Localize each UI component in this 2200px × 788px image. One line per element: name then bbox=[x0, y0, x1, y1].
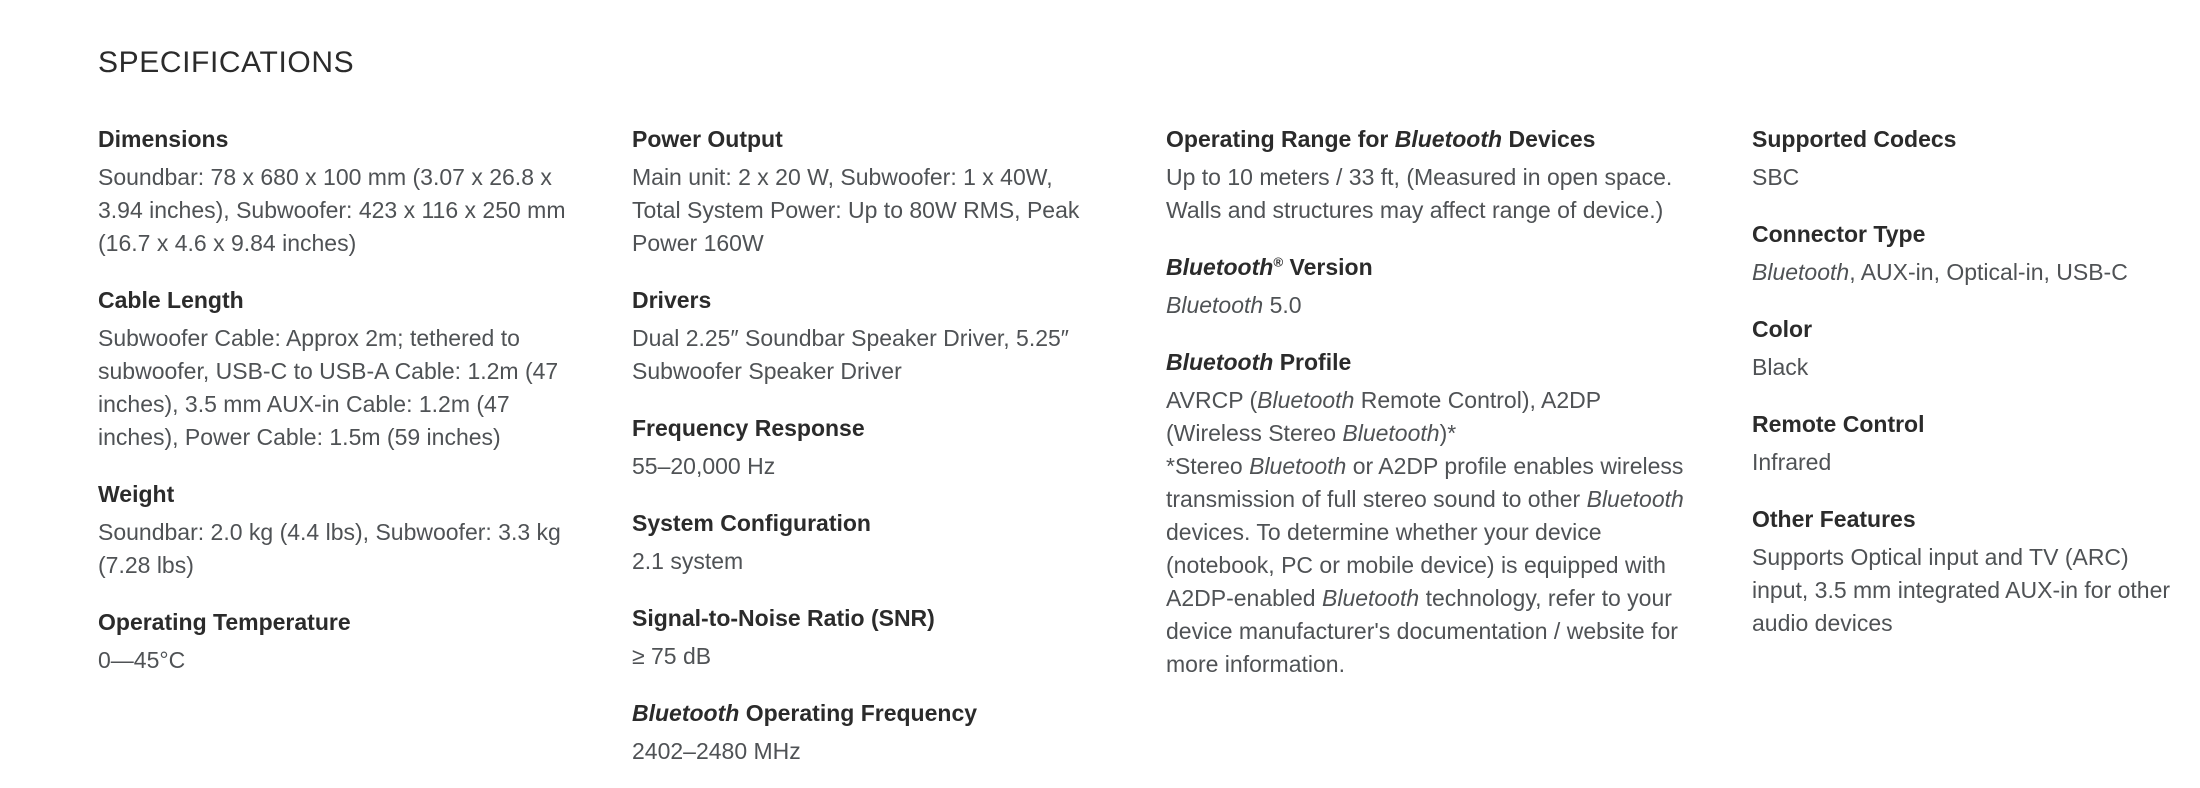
spec-section-signal-to-noise-ratio-snr bbox=[632, 604, 1100, 673]
spec-label-bluetooth-version bbox=[1166, 253, 1686, 281]
text-segment: Cable Length bbox=[98, 287, 244, 313]
spec-column-4 bbox=[1752, 125, 2172, 666]
spec-label-signal-to-noise-ratio-snr bbox=[632, 604, 1100, 632]
text-segment: 0—45°C bbox=[98, 647, 186, 673]
spec-value-remote-control bbox=[1752, 446, 2172, 479]
spec-label-weight bbox=[98, 480, 566, 508]
text-segment: 2.1 system bbox=[632, 548, 744, 574]
spec-label-dimensions bbox=[98, 125, 566, 153]
spec-value-power-output bbox=[632, 161, 1100, 260]
italic-text: Bluetooth bbox=[1166, 349, 1274, 375]
text-segment: SBC bbox=[1752, 164, 1800, 190]
text-segment: )* bbox=[1439, 420, 1457, 446]
spec-value-system-configuration bbox=[632, 545, 1100, 578]
italic-text: Bluetooth bbox=[632, 700, 740, 726]
spec-value-operating-temperature bbox=[98, 644, 566, 677]
text-segment: Remote Control), A2DP (Wireless Stereo bbox=[1166, 387, 1601, 446]
spec-label-color bbox=[1752, 315, 2172, 343]
text-segment: Frequency Response bbox=[632, 415, 865, 441]
text-segment: 5.0 bbox=[1263, 292, 1302, 318]
text-segment: Remote Control bbox=[1752, 411, 1925, 437]
spec-value-bluetooth-profile bbox=[1166, 384, 1686, 681]
spec-section-bluetooth-profile bbox=[1166, 348, 1686, 681]
spec-label-cable-length bbox=[98, 286, 566, 314]
spec-value-frequency-response bbox=[632, 450, 1100, 483]
text-segment: Black bbox=[1752, 354, 1809, 380]
spec-section-frequency-response bbox=[632, 414, 1100, 483]
text-segment: Power Output bbox=[632, 126, 783, 152]
text-segment: Soundbar: 2.0 kg (4.4 lbs), Subwoofer: 3.3 kg (7.28 lbs) bbox=[98, 519, 561, 578]
text-segment: Subwoofer Cable: Approx 2m; tethered to subwoofer, USB-C to USB-A Cable: 1.2m (47 inches), 3.5 mm AUX-in Cable: 1.2m (47 inches), Power Cable: 1.5m (59 inches) bbox=[98, 325, 559, 450]
spec-value-color bbox=[1752, 351, 2172, 384]
spec-label-power-output bbox=[632, 125, 1100, 153]
italic-text: Bluetooth bbox=[1342, 420, 1440, 446]
italic-text: Bluetooth bbox=[1257, 387, 1355, 413]
text-segment: Operating Frequency bbox=[739, 700, 978, 726]
spec-section-bluetooth-operating-frequency bbox=[632, 699, 1100, 768]
text-segment: Drivers bbox=[632, 287, 712, 313]
spec-value-bluetooth-version bbox=[1166, 289, 1686, 322]
italic-text: Bluetooth bbox=[1166, 254, 1274, 280]
text-segment: Main unit: 2 x 20 W, Subwoofer: 1 x 40W, Total System Power: Up to 80W RMS, Peak Power 160W bbox=[632, 164, 1080, 256]
spec-label-drivers bbox=[632, 286, 1100, 314]
spec-label-operating-range-for-bluetooth-devices bbox=[1166, 125, 1686, 153]
text-segment: *Stereo bbox=[1166, 453, 1250, 479]
spec-section-operating-temperature bbox=[98, 608, 566, 677]
text-segment: ≥ 75 dB bbox=[632, 643, 712, 669]
spec-label-remote-control bbox=[1752, 410, 2172, 438]
spec-label-supported-codecs bbox=[1752, 125, 2172, 153]
spec-section-weight bbox=[98, 480, 566, 582]
text-segment: or A2DP profile enables wireless transmission of full stereo sound to other bbox=[1166, 453, 1684, 512]
spec-section-drivers bbox=[632, 286, 1100, 388]
spec-section-other-features bbox=[1752, 505, 2172, 640]
spec-column-3 bbox=[1166, 125, 1686, 707]
italic-text: Bluetooth bbox=[1322, 585, 1420, 611]
italic-text: Bluetooth bbox=[1166, 292, 1264, 318]
text-segment: Signal-to-Noise Ratio (SNR) bbox=[632, 605, 935, 631]
spec-value-bluetooth-operating-frequency bbox=[632, 735, 1100, 768]
spec-section-bluetooth-version bbox=[1166, 253, 1686, 322]
italic-text: Bluetooth bbox=[1394, 126, 1503, 152]
text-segment: Version bbox=[1283, 254, 1373, 280]
spec-value-connector-type bbox=[1752, 256, 2172, 289]
text-segment: , AUX-in, Optical-in, USB-C bbox=[1849, 259, 2128, 285]
spec-value-operating-range-for-bluetooth-devices bbox=[1166, 161, 1686, 227]
text-segment: Devices bbox=[1502, 126, 1596, 152]
spec-section-power-output bbox=[632, 125, 1100, 260]
spec-column-1 bbox=[98, 125, 566, 703]
spec-section-dimensions bbox=[98, 125, 566, 260]
registered-mark: ® bbox=[1273, 254, 1284, 270]
text-segment: Connector Type bbox=[1752, 221, 1926, 247]
spec-column-2 bbox=[632, 125, 1100, 788]
italic-text: Bluetooth bbox=[1752, 259, 1850, 285]
text-segment: Up to 10 meters / 33 ft, (Measured in open space. Walls and structures may affect range of device.) bbox=[1166, 164, 1673, 223]
spec-section-remote-control bbox=[1752, 410, 2172, 479]
spec-value-drivers bbox=[632, 322, 1100, 388]
spec-label-bluetooth-operating-frequency bbox=[632, 699, 1100, 727]
text-segment: Profile bbox=[1273, 349, 1352, 375]
spec-value-cable-length bbox=[98, 322, 566, 454]
spec-label-other-features bbox=[1752, 505, 2172, 533]
specs-grid bbox=[98, 125, 2171, 788]
spec-section-cable-length bbox=[98, 286, 566, 454]
spec-section-connector-type bbox=[1752, 220, 2172, 289]
spec-value-other-features bbox=[1752, 541, 2172, 640]
spec-section-color bbox=[1752, 315, 2172, 384]
spec-label-operating-temperature bbox=[98, 608, 566, 636]
text-segment: 2402–2480 MHz bbox=[632, 738, 801, 764]
text-segment: devices. To determine whether your device (notebook, PC or mobile device) is equipped with A2DP-enabled bbox=[1166, 519, 1666, 611]
spec-section-operating-range-for-bluetooth-devices bbox=[1166, 125, 1686, 227]
text-segment: Other Features bbox=[1752, 506, 1916, 532]
text-segment: technology, refer to your device manufacturer's documentation / website for more information. bbox=[1166, 585, 1678, 677]
text-segment: Infrared bbox=[1752, 449, 1832, 475]
text-segment: Weight bbox=[98, 481, 175, 507]
italic-text: Bluetooth bbox=[1586, 486, 1684, 512]
text-segment: Dimensions bbox=[98, 126, 229, 152]
text-segment: 55–20,000 Hz bbox=[632, 453, 776, 479]
spec-label-bluetooth-profile bbox=[1166, 348, 1686, 376]
text-segment: Soundbar: 78 x 680 x 100 mm (3.07 x 26.8 x 3.94 inches), Subwoofer: 423 x 116 x 250 mm (16.7 x 4.6 x 9.84 inches) bbox=[98, 164, 566, 256]
spec-value-supported-codecs bbox=[1752, 161, 2172, 194]
spec-label-connector-type bbox=[1752, 220, 2172, 248]
spec-label-system-configuration bbox=[632, 509, 1100, 537]
text-segment: Operating Range for bbox=[1166, 126, 1395, 152]
spec-section-supported-codecs bbox=[1752, 125, 2172, 194]
italic-text: Bluetooth bbox=[1249, 453, 1347, 479]
text-segment: AVRCP ( bbox=[1166, 387, 1258, 413]
text-segment: Operating Temperature bbox=[98, 609, 351, 635]
page-title: SPECIFICATIONS bbox=[98, 46, 355, 79]
spec-section-system-configuration bbox=[632, 509, 1100, 578]
spec-value-signal-to-noise-ratio-snr bbox=[632, 640, 1100, 673]
text-segment: Dual 2.25″ Soundbar Speaker Driver, 5.25″ Subwoofer Speaker Driver bbox=[632, 325, 1069, 384]
spec-value-dimensions bbox=[98, 161, 566, 260]
spec-value-weight bbox=[98, 516, 566, 582]
text-segment: Supported Codecs bbox=[1752, 126, 1957, 152]
spec-label-frequency-response bbox=[632, 414, 1100, 442]
text-segment: System Configuration bbox=[632, 510, 871, 536]
text-segment: Color bbox=[1752, 316, 1813, 342]
text-segment: Supports Optical input and TV (ARC) input, 3.5 mm integrated AUX-in for other audio devices bbox=[1752, 544, 2171, 636]
